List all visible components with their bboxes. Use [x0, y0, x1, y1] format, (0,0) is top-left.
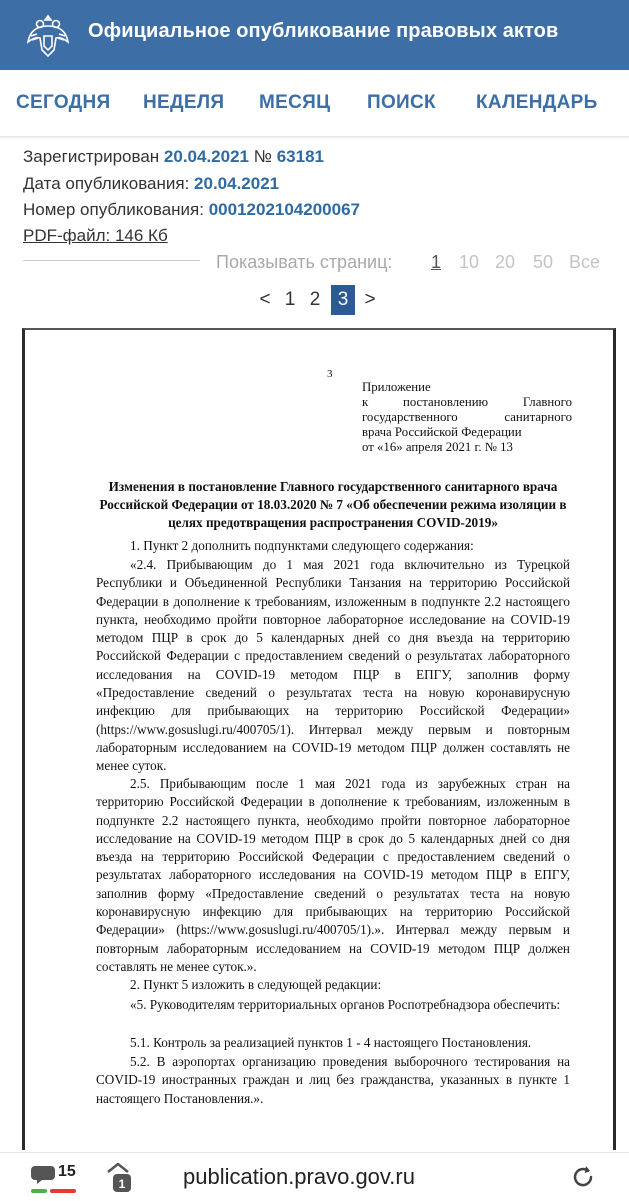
- number-sign: №: [253, 147, 272, 166]
- nav-search[interactable]: ПОИСК: [367, 92, 436, 113]
- pages-count-label: Показывать страниц:: [216, 252, 393, 272]
- registered-date: 20.04.2021: [163, 147, 249, 166]
- tabs-icon[interactable]: [104, 1160, 134, 1194]
- meta-divider: [23, 260, 200, 261]
- pages-count-10[interactable]: 10: [459, 252, 480, 272]
- appendix-line-2: к постановлению Главного: [362, 395, 572, 409]
- site-header: [0, 0, 629, 70]
- appendix-line-1: Приложение: [362, 380, 431, 394]
- nav-month[interactable]: МЕСЯЦ: [259, 92, 331, 113]
- doc-paragraph: 2. Пункт 5 изложить в следующей редакции:: [130, 977, 382, 992]
- doc-paragraph: 5.2. В аэропортах организацию проведения выборочного тестирования на COVID-19 иностранных граждан и лиц без гражданства, указанных в пункте 1 настоящего Постановления.».: [96, 1054, 570, 1106]
- nav-week[interactable]: НЕДЕЛЯ: [143, 92, 225, 113]
- doc-title: Изменения в постановление Главного государственного санитарного врача Российской Федерации от 18.03.2020 № 7 «Об обеспечении режима изоляции в целях предотвращения распространения COVID-2019»: [99, 479, 567, 530]
- nav-calendar[interactable]: КАЛЕНДАРЬ: [476, 92, 598, 113]
- coat-of-arms-icon[interactable]: [24, 10, 72, 60]
- tabs-count: 1: [118, 1177, 126, 1191]
- publication-number: 0001202104200067: [208, 200, 360, 219]
- pager-page-3[interactable]: 3: [331, 285, 355, 315]
- doc-page-number: 3: [327, 368, 333, 380]
- appendix-line-3: государственного санитарного: [362, 410, 572, 424]
- doc-paragraph: 1. Пункт 2 дополнить подпунктами следующего содержания:: [130, 538, 474, 553]
- registration-info: [23, 147, 324, 167]
- appendix-line-5: от «16» апреля 2021 г. № 13: [362, 440, 513, 454]
- pubnum-label: Номер опубликования:: [23, 200, 204, 219]
- registered-label: Зарегистрирован: [23, 147, 160, 166]
- nav-divider: [0, 136, 629, 139]
- doc-paragraph: 2.5. Прибывающим после 1 мая 2021 года из зарубежных стран на территорию Российской Федерации в дополнение к требованиям, изложенным в подпункте 2.2 настоящего пункта, необходимо пройти повторное лабораторное исследование на COVID-19 методом ПЦР в срок до 5 календарных дней со дня въезда на территорию Российской Федерации с предоставлением сведений о результатах лабораторного исследования на COVID-19 методом ПЦР в ЕПГУ, заполнив форму «Предоставление сведений о результатах теста на новую коронавирусную инфекцию для прибывающих на территорию Российской Федерации» (https://www.gosuslugi.ru/400705/1).». Интервал между первым и повторным лабораторным исследованием на COVID-19 методом ПЦР должен составлять не менее суток.».: [96, 776, 570, 974]
- published-date: 20.04.2021: [194, 174, 280, 193]
- nav-today[interactable]: СЕГОДНЯ: [16, 92, 111, 113]
- pages-count-20[interactable]: 20: [495, 252, 516, 272]
- published-label: Дата опубликования:: [23, 174, 190, 193]
- pages-count-all[interactable]: Все: [569, 252, 601, 272]
- pdf-link[interactable]: PDF-файл: 146 Кб: [23, 226, 168, 245]
- comment-count: 15: [58, 1163, 76, 1180]
- pages-count-1[interactable]: 1: [431, 252, 442, 272]
- pager-page-1[interactable]: 1: [284, 289, 296, 310]
- doc-paragraph: «5. Руководителям территориальных органов Роспотребнадзора обеспечить:: [130, 997, 561, 1012]
- site-title[interactable]: Официальное опубликование правовых актов: [88, 20, 559, 42]
- appendix-line-4: врача Российской Федерации: [362, 425, 522, 439]
- pager-prev[interactable]: <: [259, 289, 271, 310]
- doc-paragraph: 5.1. Контроль за реализацией пунктов 1 - 4 настоящего Постановления.: [130, 1035, 532, 1050]
- url-bar[interactable]: publication.pravo.gov.ru: [183, 1164, 415, 1189]
- publication-number-info: [23, 200, 360, 220]
- reload-icon[interactable]: [570, 1164, 596, 1190]
- pages-count-50[interactable]: 50: [533, 252, 554, 272]
- publication-date-info: [23, 174, 279, 194]
- pager-next[interactable]: >: [364, 289, 376, 310]
- registered-number: 63181: [276, 147, 324, 166]
- pager-page-2[interactable]: 2: [309, 289, 321, 310]
- doc-paragraph: «2.4. Прибывающим до 1 мая 2021 года включительно из Турецкой Республики и Объединенной Республики Танзания на территорию Российской Федерации в дополнение к требованиям, изложенным в подпункте 2.2 настоящего пункта, необходимо пройти повторное лабораторное исследование на COVID-19 методом ПЦР в срок до 5 календарных дней со дня въезда на территорию Российской Федерации с предоставлением сведений о результатах лабораторного исследования на COVID-19 методом ПЦР в ЕПГУ, заполнив форму «Предоставление сведений о результатах теста на новую коронавирусную инфекцию для прибывающих на территорию Российской Федерации» (https://www.gosuslugi.ru/400705/1). Интервал между первым и повторным лабораторным исследованием на COVID-19 методом ПЦР должен составлять не менее суток.: [96, 557, 570, 774]
- doc-appendix: [362, 380, 572, 455]
- main-nav: [0, 72, 629, 136]
